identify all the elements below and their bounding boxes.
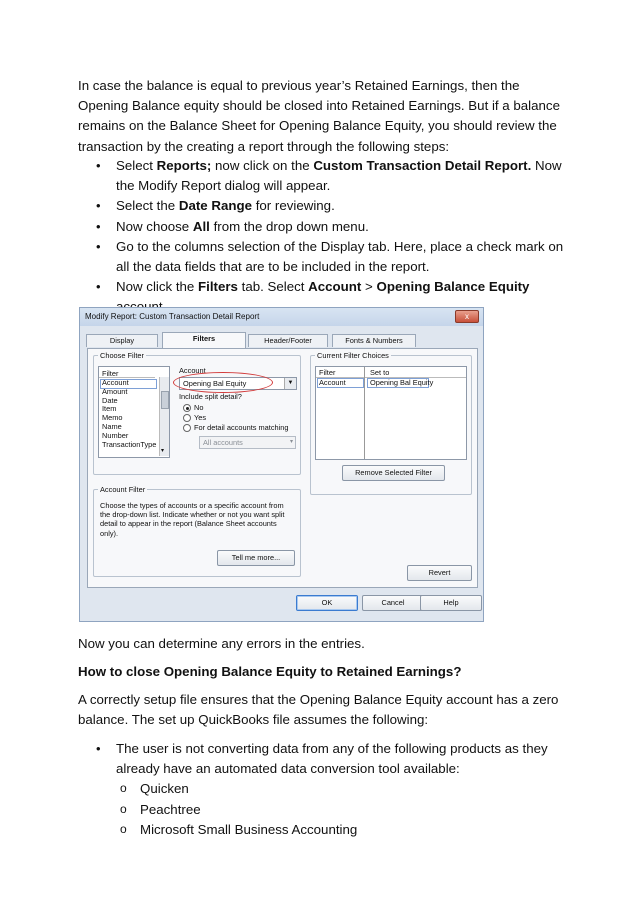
row-filter: Account [319,378,346,387]
tab-header-footer[interactable]: Header/Footer [248,334,328,347]
product-item: o Microsoft Small Business Accounting [116,820,566,840]
filter-item-account[interactable]: Account [102,378,129,387]
tell-me-more-button[interactable]: Tell me more... [217,550,295,566]
scroll-down-icon[interactable]: ▾ [161,448,165,454]
cancel-button[interactable]: Cancel [362,595,424,611]
setup-paragraph [78,690,566,730]
filter-item-memo[interactable]: Memo [102,413,123,423]
radio-no[interactable] [183,404,191,412]
split-detail-label: Include split detail? [179,392,242,401]
products-list [116,779,566,840]
setup-text: A correctly setup file ensures that the Opening Balance Equity account has a zero balance. The set up QuickBooks file assumes the following: [78,692,559,728]
step-3: • Now choose All from the drop down menu. [78,217,566,237]
filter-item-name[interactable]: Name [102,421,122,431]
filter-item-item[interactable]: Item [102,404,117,414]
steps-list [78,156,566,318]
tab-display[interactable]: Display [86,334,158,347]
col-filter-header: Filter [319,368,336,377]
account-label: Account [179,366,206,375]
radio-yes[interactable] [183,414,191,422]
table-row[interactable] [317,378,465,386]
tab-fonts-numbers[interactable]: Fonts & Numbers [332,334,416,347]
after-text: Now you can determine any errors in the entries. [78,636,365,651]
radio-yes-label: Yes [194,413,207,422]
all-accounts-value: All accounts [203,438,243,447]
filter-list[interactable] [98,366,170,458]
table-header [316,367,466,378]
col-setto-header: Set to [370,368,390,377]
filters-panel [87,348,478,588]
intro-text: In case the balance is equal to previous year’s Retained Earnings, then the Opening Balance equity should be closed into Retained Earnings. But if a balance remains on the Balance Sheet for Opening Balance Equity, you should review the transaction by the creating a report through the following steps: [78,78,560,154]
highlight-oval [173,372,273,393]
account-filter-label: Account Filter [100,485,146,494]
section-heading-block [78,662,566,682]
radio-no-label: No [194,403,204,412]
revert-button[interactable]: Revert [407,565,472,581]
close-icon[interactable]: x [455,310,479,323]
step-1: • Select Reports; now click on the Custom Transaction Detail Report. Now the Modify Report dialog will appear. [78,156,566,196]
all-accounts-dropdown[interactable] [199,436,296,449]
intro-paragraph [78,76,566,157]
filter-list-header: Filter [102,369,119,378]
chevron-down-icon[interactable]: ▾ [289,439,293,445]
current-choices-table[interactable] [315,366,467,460]
chevron-down-icon[interactable]: ▼ [284,378,296,389]
product-item: o Quicken [116,779,566,799]
filter-item-number[interactable]: Number [102,430,129,440]
row-setto: Opening Bal Equity [370,378,434,387]
assumptions-list [78,739,566,840]
step-5: • Now click the Filters tab. Select Account > Opening Balance Equity [78,277,566,317]
assumption-item: • The user is not converting data from any of the following products as they already have an automated data conversion tool available: o Quicken o Peachtree o Microsoft Small Business Accounting [78,739,566,840]
modify-report-dialog [79,307,484,622]
remove-filter-button[interactable]: Remove Selected Filter [342,465,445,481]
dialog-title: Modify Report: Custom Transaction Detail Report [85,312,260,321]
choose-filter-label: Choose Filter [100,351,144,360]
filter-item-amount[interactable]: Amount [102,386,128,396]
product-item: o Peachtree [116,800,566,820]
dialog-titlebar [80,308,483,326]
scrollbar-thumb[interactable] [161,391,169,409]
filter-item-date[interactable]: Date [102,395,118,405]
help-button[interactable]: Help [420,595,482,611]
step-4: • Go to the columns selection of the Display tab. Here, place a check mark on all the data fields that are to be included in the report. [78,237,566,277]
current-choices-label: Current Filter Choices [317,351,389,360]
after-text-block [78,634,566,654]
radio-matching[interactable] [183,424,191,432]
radio-matching-label: For detail accounts matching [194,423,289,432]
filter-list-scrollbar[interactable] [159,377,169,456]
account-value: Opening Bal Equity [183,379,247,388]
tab-filters[interactable]: Filters [162,332,246,348]
section-heading: How to close Opening Balance Equity to Retained Earnings? [78,664,462,679]
filter-item-transactiontype[interactable]: TransactionType [102,439,157,449]
account-filter-text: Choose the types of accounts or a specific account from the drop-down list. Indicate whether or not you want split detail to appear in the report (Balance Sheet accounts only). [100,501,285,538]
ok-button[interactable]: OK [296,595,358,611]
filter-items [102,379,156,449]
step-2: • Select the Date Range for reviewing. [78,196,566,216]
